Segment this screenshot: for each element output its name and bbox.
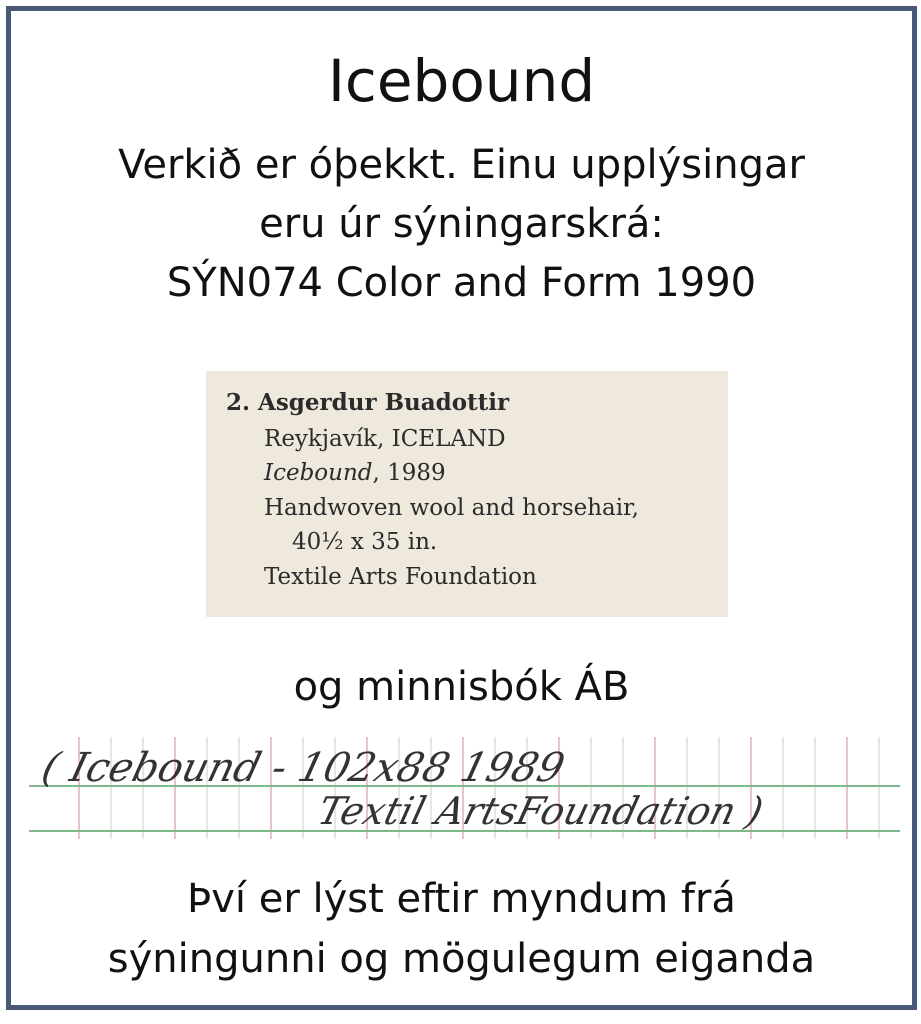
catalog-excerpt <box>206 371 728 617</box>
catalog-owner: Textile Arts Foundation <box>264 564 537 590</box>
page-title: Icebound <box>327 47 596 115</box>
catalog-work-title: Icebound <box>264 460 373 486</box>
catalog-title-line <box>264 458 446 489</box>
intro-line-3: SÝN074 Color and Form 1990 <box>166 260 757 306</box>
handwritten-line-2: Textil ArtsFoundation ) <box>313 789 768 833</box>
intro-line-2: eru úr sýningarskrá: <box>259 201 664 247</box>
notebook-caption: og minnisbók ÁB <box>293 664 630 710</box>
catalog-location: Reykjavík, ICELAND <box>264 426 506 452</box>
intro-text <box>11 136 912 313</box>
notebook-excerpt <box>29 737 900 839</box>
catalog-year: , 1989 <box>372 460 446 486</box>
closing-text <box>11 869 912 989</box>
handwritten-line-1: ( Icebound - 102x88 1989 <box>37 745 570 791</box>
closing-line-1: Því er lýst eftir myndum frá <box>187 876 736 922</box>
framed-card <box>6 6 917 1010</box>
intro-line-1: Verkið er óþekkt. Einu upplýsingar <box>118 142 805 188</box>
catalog-artist: 2. Asgerdur Buadottir <box>226 389 510 416</box>
closing-line-2: sýningunni og mögulegum eiganda <box>107 936 816 982</box>
catalog-dimensions: 40½ x 35 in. <box>292 529 438 555</box>
catalog-medium: Handwoven wool and horsehair, <box>264 495 639 521</box>
